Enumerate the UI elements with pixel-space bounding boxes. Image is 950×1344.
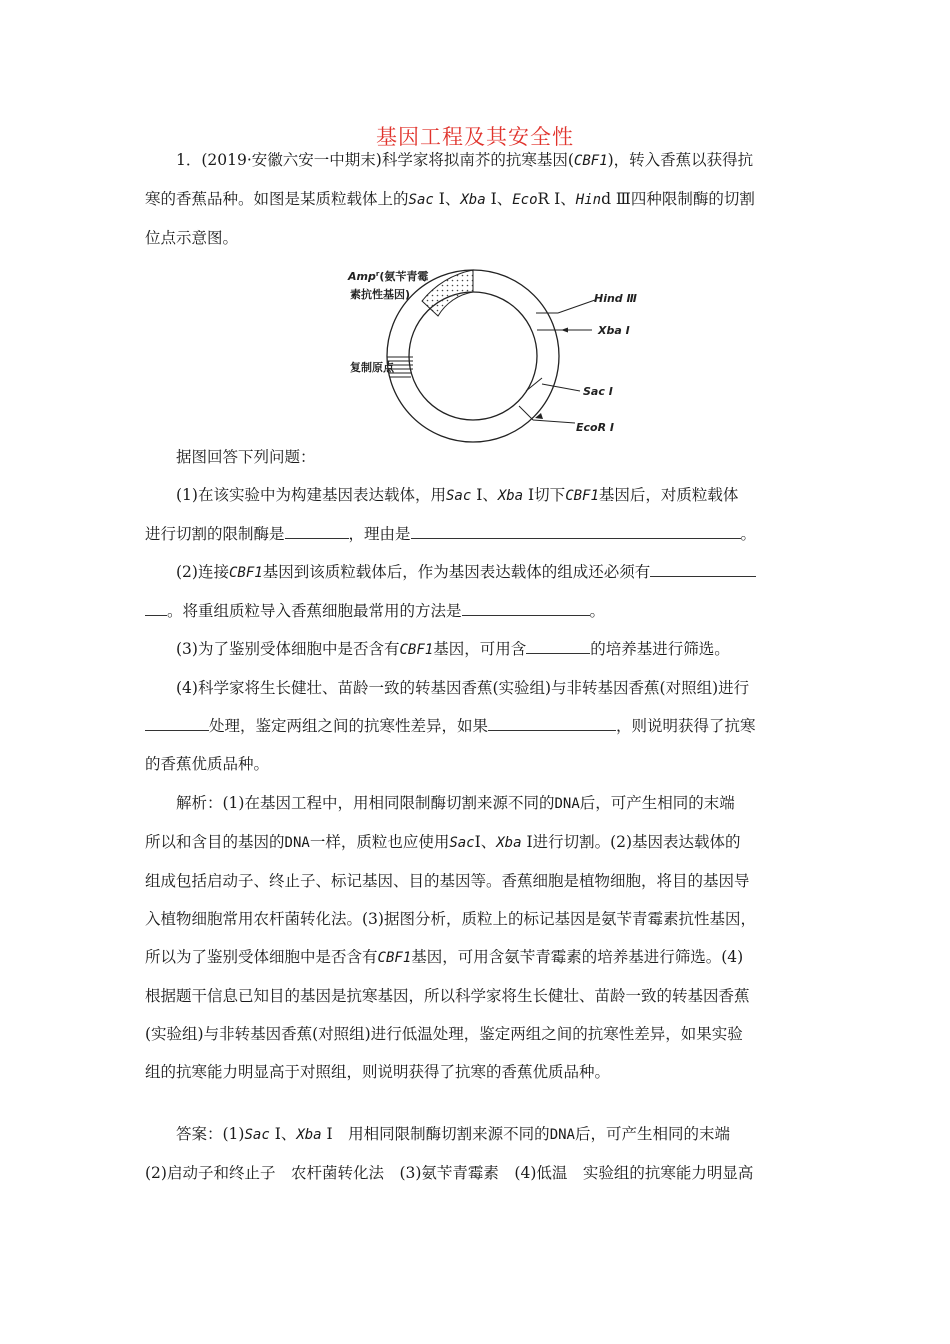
analysis-text: 基因，可用含氨苄青霉素的培养基进行筛选。(4) (411, 948, 744, 966)
analysis-text: DNA (284, 835, 310, 851)
analysis-text: Ⅰ、 (474, 833, 497, 851)
analysis-text: 后，可产生相同的末端 (579, 794, 735, 812)
prompt: 据图回答下列问题： (176, 448, 316, 466)
q-text: 处理，鉴定两组之间的抗寒性差异，如果 (209, 717, 489, 735)
stem-text: 位点示意图。 (145, 229, 239, 247)
q-text: 。将重组质粒导入香蕉细胞最常用的方法是 (167, 602, 462, 620)
stem-text: 寒的香蕉品种。如图是某质粒载体上的 (145, 190, 409, 208)
q-text: ，理由是 (348, 525, 411, 543)
plasmid-inner-ring (409, 292, 537, 420)
answer-text: Ⅰ 用相同限制酶切割来源不同的 (321, 1125, 550, 1143)
analysis-text: 一样，质粒也应使用 (309, 833, 450, 851)
analysis-text: 组的抗寒能力明显高于对照组，则说明获得了抗寒的香蕉优质品种。 (145, 1063, 611, 1081)
hind-label: Hind Ⅲ (594, 292, 637, 305)
answer-text: 后，可产生相同的末端 (574, 1125, 730, 1143)
sac-pointer (542, 384, 580, 391)
question-body (145, 438, 810, 783)
answer-blank[interactable] (285, 520, 349, 539)
question-number: 1． (176, 151, 202, 169)
stem-text: d Ⅲ四种限制酶的切割 (601, 190, 755, 208)
analysis-text: 所以和含目的基因的 (145, 833, 285, 851)
analysis-text: DNA (554, 796, 580, 812)
q-text: ，则说明获得了抗寒 (616, 717, 756, 735)
answer-text: (2)启动子和终止子 农杆菌转化法 (3)氨苄青霉素 (4)低温 实验组的抗寒能力明显高 (145, 1164, 754, 1182)
question-source: (2019·安徽六安一中期末) (201, 151, 382, 169)
enzyme-name: Sac (445, 488, 472, 504)
gene-name: CBF1 (377, 950, 412, 966)
analysis-text: (实验组)与非转基因香蕉(对照组)进行低温处理，鉴定两组之间的抗寒性差异，如果实验 (145, 1025, 743, 1043)
sac-cut-line (526, 378, 542, 391)
eco-pointer (533, 420, 575, 423)
stem-text: Ⅰ、 (485, 190, 513, 208)
enzyme-name: Hin (575, 192, 602, 208)
answer-blank[interactable] (462, 597, 590, 616)
q-text: (3)为了鉴别受体细胞中是否含有 (176, 640, 400, 658)
answer-text: DNA (549, 1127, 575, 1143)
answer-blank[interactable] (650, 558, 756, 577)
answer-text: 答案：(1) (176, 1125, 245, 1143)
answer-blank[interactable] (488, 712, 616, 731)
plasmid-diagram (330, 258, 650, 443)
q-text: 的培养基进行筛选。 (590, 640, 730, 658)
enzyme-name: Sac (244, 1127, 270, 1143)
q-text: Ⅰ切下 (523, 486, 566, 504)
answer-blank[interactable] (411, 520, 741, 539)
eco-cut-line (519, 406, 533, 420)
stem-text: Ⅰ、 (433, 190, 461, 208)
answer-text: Ⅰ、 (269, 1125, 297, 1143)
q-text: 。 (740, 525, 757, 543)
analysis-text: 解析：(1)在基因工程中，用相同限制酶切割来源不同的 (176, 794, 555, 812)
gene-name: CBF1 (399, 642, 434, 658)
enzyme-name: Sac (449, 835, 475, 851)
hind-pointer (558, 300, 595, 313)
answer-blank[interactable] (526, 635, 590, 654)
plasmid-outer-ring (387, 270, 559, 442)
q-text: 基因，可用含 (433, 640, 527, 658)
enzyme-name: Xba (460, 192, 486, 208)
xba-label: Xba Ⅰ (598, 324, 630, 337)
enzyme-name: Sac (408, 192, 434, 208)
q-text: (2)连接 (176, 563, 229, 581)
q-text: 进行切割的限制酶是 (145, 525, 285, 543)
question-stem (145, 141, 810, 257)
analysis-text: 根据题干信息已知目的基因是抗寒基因，所以科学家将生长健壮、苗龄一致的转基因香蕉 (145, 987, 750, 1005)
sub-question-2 (145, 553, 810, 592)
analysis-text: 入植物细胞常用农杆菌转化法。(3)据图分析，质粒上的标记基因是氨苄青霉素抗性基因， (145, 910, 756, 928)
enzyme-name: Xba (296, 1127, 322, 1143)
q-text: 基因到该质粒载体后，作为基因表达载体的组成还必须有 (262, 563, 651, 581)
q-text: Ⅰ、 (471, 486, 498, 504)
sub-question-3 (145, 630, 810, 669)
sac-label: Sac Ⅰ (583, 385, 613, 398)
sub-question-4: (4)科学家将生长健壮、苗龄一致的转基因香蕉(实验组)与非转基因香蕉(对照组)进行 (176, 679, 750, 697)
analysis-text: Ⅰ进行切割。(2)基因表达载体的 (521, 833, 741, 851)
gene-name: CBF1 (228, 565, 263, 581)
enzyme-name: Eco (512, 192, 538, 208)
enzyme-name: Xba (497, 488, 524, 504)
analysis-text: 组成包括启动子、终止子、标记基因、目的基因等。香蕉细胞是植物细胞，将目的基因导 (145, 872, 750, 890)
gene-name: CBF1 (565, 488, 599, 504)
eco-label: EcoR Ⅰ (576, 421, 614, 434)
q-text: 的香蕉优质品种。 (145, 755, 270, 773)
amp-label-line2: 素抗性基因) (350, 288, 411, 301)
gene-name: CBF1 (573, 153, 608, 169)
q-text: 。 (589, 602, 606, 620)
amp-label: Amp$^r$(氨苄青霉 (348, 270, 429, 283)
enzyme-name: Xba (496, 835, 522, 851)
stem-text: )，转入香蕉以获得抗 (607, 151, 754, 169)
answer-section (145, 1115, 810, 1192)
page-title: 基因工程及其安全性 (376, 125, 574, 149)
q-text: 基因后，对质粒载体 (598, 486, 739, 504)
analysis-section (145, 784, 810, 1091)
ori-label: 复制原点 (350, 361, 394, 374)
stem-text: 科学家将拟南芥的抗寒基因( (381, 151, 574, 169)
stem-text: R Ⅰ、 (537, 190, 576, 208)
answer-blank[interactable] (145, 597, 167, 616)
q-text: (1)在该实验中为构建基因表达载体，用 (176, 486, 446, 504)
answer-blank[interactable] (145, 712, 209, 731)
analysis-text: 所以为了鉴别受体细胞中是否含有 (145, 948, 378, 966)
sub-question-1 (145, 476, 810, 515)
